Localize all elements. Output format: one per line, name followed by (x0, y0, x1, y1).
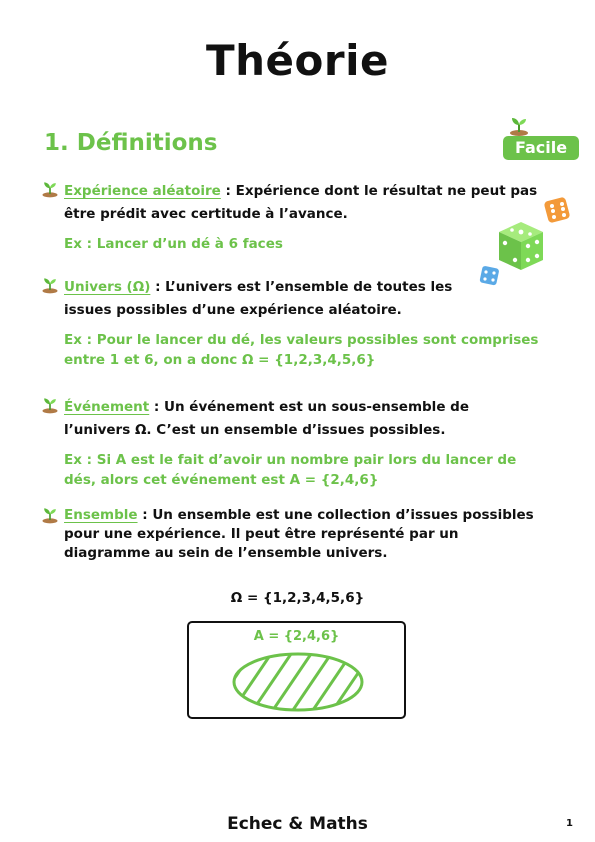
example-text: Ex : Pour le lancer du dé, les valeurs possibles sont comprises entre 1 et 6, on a donc Ω = {1,2,3,4,5,6} (64, 332, 539, 368)
page-title: Théorie (206, 36, 389, 85)
definition-item (40, 276, 540, 370)
example-text: Ex : Lancer d’un dé à 6 faces (64, 236, 283, 252)
term-link[interactable]: Ensemble (64, 507, 138, 523)
example-text: Ex : Si A est le fait d’avoir un nombre pair lors du lancer de dés, alors cet événement est A = {2,4,6} (64, 452, 517, 488)
definition-text: Expérience aléatoire : Expérience dont le résultat ne peut pas être prédit avec certitude à l’avance. (64, 183, 538, 222)
sprout-icon (40, 396, 60, 414)
difficulty-badge (503, 116, 579, 160)
definition-text: Ensemble : Un ensemble est une collection d’issues possibles pour une expérience. Il peut être représenté par un diagramme au sein de l’ensemble univers. (64, 507, 534, 561)
definition-item (40, 396, 540, 490)
sprout-icon (507, 116, 531, 136)
definition-text: Événement : Un événement est un sous-ensemble de l’univers Ω. C’est un ensemble d’issues possibles. (64, 399, 469, 438)
universe-diagram (187, 621, 406, 719)
difficulty-label: Facile (503, 136, 579, 160)
sprout-icon (40, 180, 60, 198)
term-link[interactable]: Événement (64, 399, 150, 415)
sprout-icon (40, 276, 60, 294)
sprout-icon (40, 506, 60, 524)
set-label: A = {2,4,6} (253, 629, 340, 644)
definition-item (40, 506, 540, 563)
footer-brand: Echec & Maths (227, 814, 368, 834)
term-link[interactable]: Univers (Ω) (64, 279, 151, 295)
universe-label: Ω = {1,2,3,4,5,6} (230, 590, 365, 606)
section-title: 1. Définitions (44, 130, 218, 156)
term-link[interactable]: Expérience aléatoire (64, 183, 221, 199)
page-number: 1 (566, 818, 573, 829)
definition-item (40, 180, 540, 254)
definition-text: Univers (Ω) : L’univers est l’ensemble de toutes les issues possibles d’une expérience aléatoire. (64, 279, 453, 318)
set-a-ellipse (231, 651, 365, 713)
